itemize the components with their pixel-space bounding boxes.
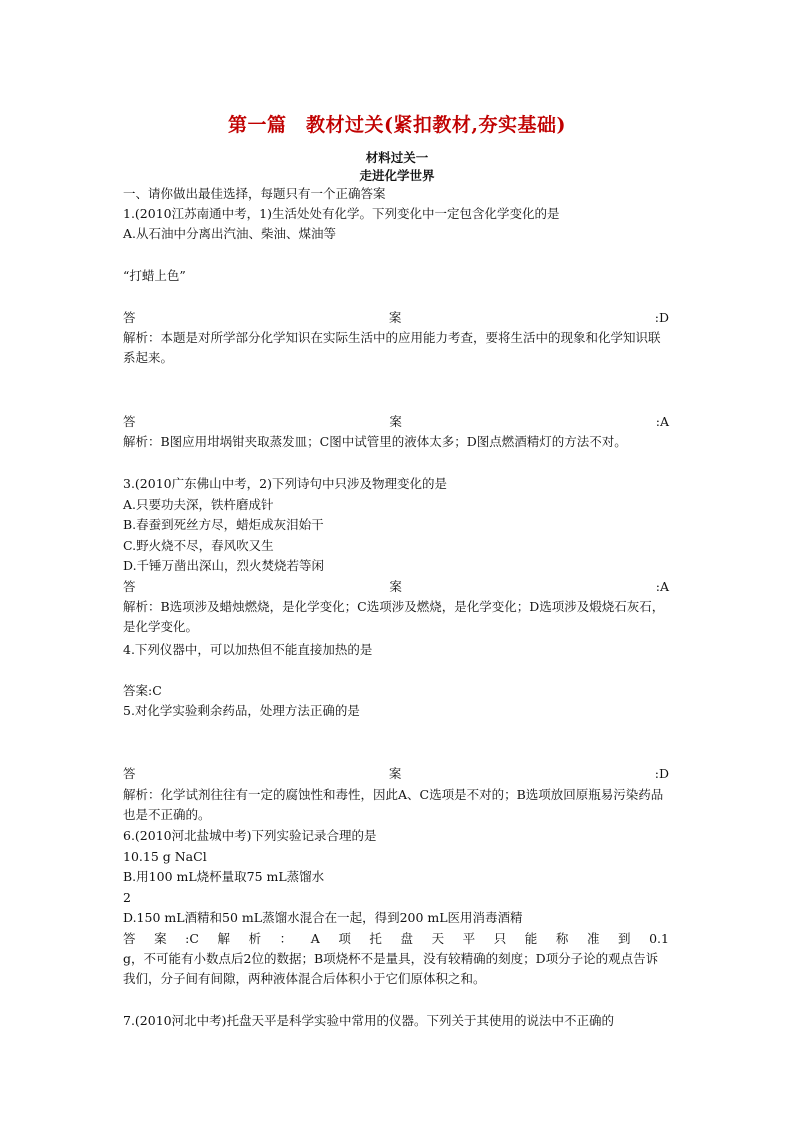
answer-char: 答: [123, 414, 136, 429]
q6-option-b: B.用100 mL烧杯量取75 mL蒸馏水: [123, 869, 325, 884]
q6-answer-char: 析: [248, 931, 262, 946]
answer-char: 案: [388, 766, 402, 781]
answer-char: 答: [123, 310, 136, 325]
q6-answer-char: 天: [431, 931, 445, 946]
answer-char: 答: [123, 579, 136, 594]
section-heading: 一、请你做出最佳选择，每题只有一个正确答案: [123, 186, 386, 201]
answer-char: 案: [389, 579, 402, 594]
q6-option-d: D.150 mL酒精和50 mL蒸馏水混合在一起，得到200 mL医用消毒酒精: [123, 910, 523, 925]
answer-value: :D: [654, 310, 669, 325]
q1-quote: “打蜡上色”: [123, 268, 186, 283]
q6-analysis: g，不可能有小数点后2位的数据；B项烧杯不是量具，没有较精确的刻度；D项分子论的观点告诉我们，分子间有间隙，两种液体混合后体积小于它们原体积之和。: [123, 951, 659, 986]
q1-analysis: 解析：本题是对所学部分化学知识在实际生活中的应用能力考查，要将生活中的现象和化学知识联系起来。: [123, 330, 661, 365]
q3-option-a: A.只要功夫深，铁杵磨成针: [123, 497, 274, 512]
q6-answer-char: 称: [555, 931, 569, 946]
q4-stem: 4.下列仪器中，可以加热但不能直接加热的是: [123, 642, 373, 657]
q6-option-line: 2: [123, 890, 131, 905]
q2-answer: [123, 412, 669, 432]
q3-analysis: 解析：B选项涉及蜡烛燃烧，是化学变化；C选项涉及燃烧，是化学变化；D选项涉及煅烧石灰石，是化学变化。: [123, 599, 665, 634]
q3-option-b: B.春蚕到死丝方尽，蜡炬成灰泪始干: [123, 517, 324, 532]
q1-option-a: A.从石油中分离出汽油、柴油、煤油等: [123, 226, 337, 241]
q3-answer: [123, 577, 669, 597]
q6-answer-char: 能: [524, 931, 538, 946]
q6-answer-char: 准: [586, 931, 600, 946]
q5-analysis: 解析：化学试剂往往有一定的腐蚀性和毒性，因此A、C选项是不对的；B选项放回原瓶易污染药品也是不正确的。: [123, 787, 664, 822]
q5-answer: [123, 764, 669, 784]
chapter-title: 走进化学世界: [359, 168, 435, 183]
q7-stem: 7.(2010河北中考)托盘天平是科学实验中常用的仪器。下列关于其使用的说法中不正确的: [123, 1013, 614, 1028]
q3-option-d: D.千锤万凿出深山，烈火焚烧若等闲: [123, 558, 325, 573]
q4-answer: 答案:C: [123, 683, 162, 698]
q6-answer-char: A: [310, 931, 320, 946]
q6-answer-char: 只: [493, 931, 507, 946]
q1-answer: [123, 308, 669, 328]
q6-answer-char: ：: [279, 931, 293, 946]
q6-answer-char: 平: [462, 931, 476, 946]
q6-answer-char: 案: [154, 931, 167, 946]
q6-answer-char: 项: [338, 931, 351, 946]
q5-stem: 5.对化学实验剩余药品，处理方法正确的是: [123, 703, 360, 718]
answer-value: :A: [655, 579, 669, 594]
q6-option-line: 10.15 g NaCl: [123, 849, 207, 864]
q6-answer-char: 托: [369, 931, 382, 946]
q6-answer-char: 盘: [400, 931, 413, 946]
q6-answer-char: :C: [185, 931, 199, 946]
q6-stem: 6.(2010河北盐城中考)下列实验记录合理的是: [123, 828, 377, 843]
q3-option-c: C.野火烧不尽，春风吹又生: [123, 538, 274, 553]
q1-stem: 1.(2010江苏南通中考，1)生活处处有化学。下列变化中一定包含化学变化的是: [123, 206, 560, 221]
q6-answer-char: 到: [618, 931, 631, 946]
q6-answer-line: [123, 929, 669, 949]
q3-stem: 3.(2010广东佛山中考，2)下列诗句中只涉及物理变化的是: [123, 476, 447, 491]
answer-value: :D: [654, 766, 669, 781]
q6-answer-char: 答: [123, 931, 136, 946]
page-title: 第一篇 教材过关(紧扣教材,夯实基础): [227, 114, 567, 136]
answer-char: 案: [389, 414, 402, 429]
unit-title: 材料过关一: [365, 150, 429, 165]
answer-char: 案: [388, 310, 402, 325]
answer-value: :A: [655, 414, 669, 429]
q6-answer-char: 0.1: [649, 931, 669, 946]
q6-answer-char: 解: [217, 931, 231, 946]
answer-char: 答: [123, 766, 136, 781]
q2-analysis: 解析：B图应用坩埚钳夹取蒸发皿；C图中试管里的液体太多；D图点燃酒精灯的方法不对。: [123, 434, 627, 449]
